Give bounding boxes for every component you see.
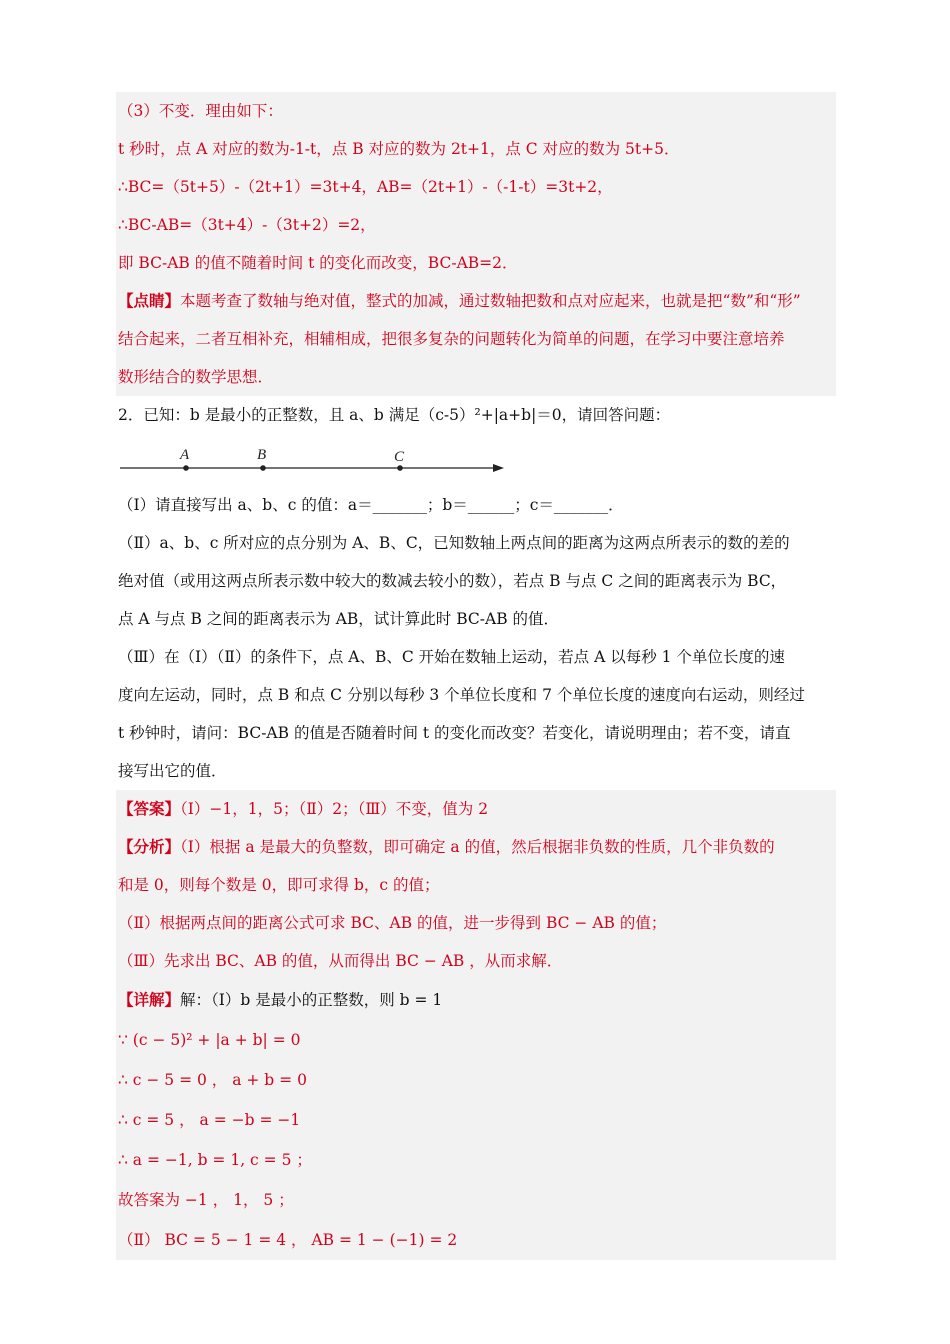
comment-line: 结合起来，二者互相补充，相辅相成，把很多复杂的问题转化为简单的问题，在学习中要注意培养 [116, 320, 836, 358]
detail-line: ∴ c − 5 = 0 ， a + b = 0 [116, 1060, 836, 1100]
solution-line: t 秒时，点 A 对应的数为-1-t，点 B 对应的数为 2t+1，点 C 对应的数为 5t+5． [116, 130, 836, 168]
analysis-line: （Ⅱ）根据两点间的距离公式可求 BC、AB 的值，进一步得到 BC − AB 的值； [116, 904, 836, 942]
answer-line [116, 790, 836, 828]
point-b [260, 465, 266, 471]
number-line-figure [116, 434, 836, 486]
axis-arrow-icon [493, 464, 504, 472]
solution-line: ∴BC-AB=（3t+4）-（3t+2）=2， [116, 206, 836, 244]
question-part-3: （Ⅲ）在（Ⅰ）（Ⅱ）的条件下，点 A、B、C 开始在数轴上运动，若点 A 以每秒 1 个单位长度的速 [118, 648, 785, 666]
detail-tag: 【详解】 [118, 990, 181, 1009]
point-a [183, 465, 189, 471]
question-part-2: 点 A 与点 B 之间的距离表示为 AB，试计算此时 BC-AB 的值． [118, 610, 560, 628]
point-b-label: B [257, 447, 267, 463]
point-c [397, 465, 403, 471]
comment-tag: 【点睛】 [118, 291, 181, 310]
question-part-1: （Ⅰ）请直接写出 a、b、c 的值：a＝_______；b＝______；c＝_______． [118, 496, 624, 514]
comment-line: 数形结合的数学思想． [116, 358, 836, 396]
analysis-line [116, 828, 836, 866]
answer-tag: 【答案】 [118, 799, 181, 818]
detail-line: ∴ c = 5 ， a = −b = −1 [116, 1100, 836, 1140]
question-stem: 2．已知：b 是最小的正整数，且 a、b 满足（c-5）²+|a+b|＝0，请回答问题： [118, 406, 671, 424]
analysis-tag: 【分析】 [118, 837, 181, 856]
question-part-3: t 秒钟时，请问：BC-AB 的值是否随着时间 t 的变化而改变？若变化，请说明理由；若不变，请直 [118, 724, 791, 742]
solution-line: 即 BC-AB 的值不随着时间 t 的变化而改变，BC-AB=2． [116, 244, 836, 282]
solution-line: ∴BC=（5t+5）-（2t+1）=3t+4，AB=（2t+1）-（-1-t）=3t+2， [116, 168, 836, 206]
question-part-2: （Ⅱ）a、b、c 所对应的点分别为 A、B、C，已知数轴上两点间的距离为这两点所表示的数的差的 [118, 534, 790, 552]
comment-line [116, 282, 836, 320]
detail-line: 故答案为 −1 ， 1， 5 ； [116, 1180, 836, 1220]
solution-line: （3）不变．理由如下： [116, 92, 836, 130]
detail-line: ∴ a = −1, b = 1, c = 5 ； [116, 1140, 836, 1180]
point-c-label: C [394, 449, 405, 465]
document-page [116, 92, 836, 1260]
analysis-line: 和是 0，则每个数是 0，即可求得 b，c 的值； [116, 866, 836, 904]
detail-text: 解：（Ⅰ）b 是最小的正整数，则 b = 1 [180, 991, 443, 1009]
point-a-label: A [180, 447, 190, 463]
number-line-svg [116, 434, 516, 486]
detail-line: （Ⅱ） BC = 5 − 1 = 4 ， AB = 1 − (−1) = 2 [116, 1220, 836, 1260]
question-part-3: 接写出它的值． [118, 762, 227, 780]
detail-line [116, 980, 836, 1020]
comment-text: 本题考查了数轴与绝对值，整式的加减，通过数轴把数和点对应起来，也就是把“数”和“形” [180, 292, 801, 310]
analysis-text: （Ⅰ）根据 a 是最大的负整数，即可确定 a 的值，然后根据非负数的性质，几个非负数的 [180, 838, 775, 856]
question-part-3: 度向左运动，同时，点 B 和点 C 分别以每秒 3 个单位长度和 7 个单位长度的速度向右运动，则经过 [118, 686, 805, 704]
answer-text: （Ⅰ）−1，1，5；（Ⅱ）2；（Ⅲ）不变，值为 2 [180, 800, 489, 818]
detail-line: ∵ (c − 5)² + |a + b| = 0 [116, 1020, 836, 1060]
analysis-line: （Ⅲ）先求出 BC、AB 的值，从而得出 BC − AB ，从而求解． [116, 942, 836, 980]
question-part-2: 绝对值（或用这两点所表示数中较大的数减去较小的数），若点 B 与点 C 之间的距离表示为 BC， [118, 572, 787, 590]
